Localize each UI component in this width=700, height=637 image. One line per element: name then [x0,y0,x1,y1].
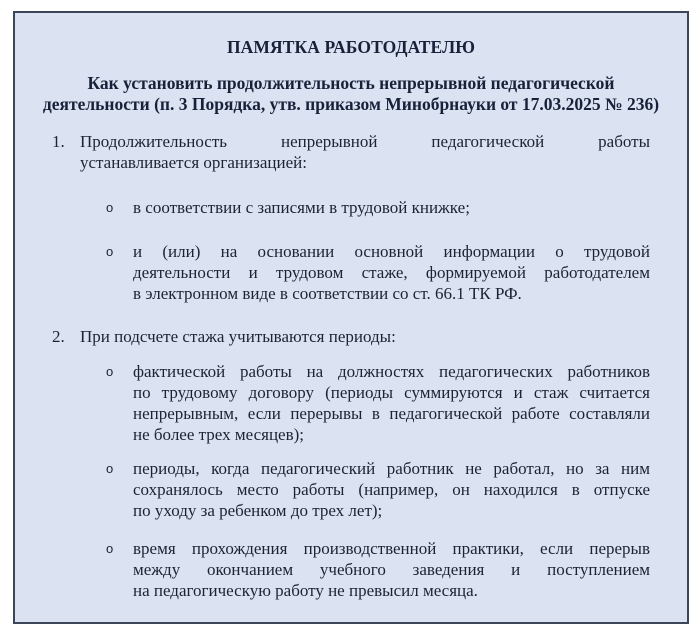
numbered-item-text [80,326,650,347]
employer-memo-box [13,11,689,624]
text-line: фактической работы на должностях педагогических работников [133,362,650,381]
text-line: При подсчете стажа учитываются периоды: [80,327,396,346]
subtitle-line: Как установить продолжительность непрерывной педагогической [87,73,615,93]
bullet-text [133,361,650,445]
numbered-item-text [80,131,650,173]
text-line: в соответствии с записями в трудовой книжке; [133,198,470,217]
text-line: время прохождения производственной практики, если перерыв [133,539,650,558]
list-number: 2. [52,327,65,346]
hollow-bullet-icon: o [106,244,114,259]
text-line: не более трех месяцев); [133,425,304,444]
hollow-bullet-icon: o [106,364,114,379]
text-line: и (или) на основании основной информации о трудовой [133,242,650,261]
subtitle-line: деятельности (п. 3 Порядка, утв. приказом Минобрнауки от 17.03.2025 № 236) [42,94,660,114]
memo-title: ПАМЯТКА РАБОТОДАТЕЛЮ [226,37,476,57]
text-line: сохранялось место работы (например, он находился в отпуске [133,480,650,499]
bullet-text [133,538,650,601]
text-line: по уходу за ребенком до трех лет); [133,501,383,520]
text-line: на педагогическую работу не превысил месяца. [133,581,478,600]
text-line: периоды, когда педагогический работник не работал, но за ним [133,459,650,478]
text-line: Продолжительность непрерывной педагогической работы [80,132,650,151]
hollow-bullet-icon: o [106,200,114,215]
text-line: по трудовому договору (периоды суммируются и стаж считается [133,383,650,402]
bullet-text [133,458,650,521]
text-line: в электронном виде в соответствии со ст. 66.1 ТК РФ. [133,284,522,303]
text-line: устанавливается организацией: [80,153,307,172]
memo-subtitle [15,73,687,115]
hollow-bullet-icon: o [106,541,114,556]
list-number: 1. [52,132,65,151]
bullet-text [133,197,650,218]
text-line: деятельности и трудовом стаже, формируемой работодателем [133,263,650,282]
text-line: непрерывным, если перерывы в педагогической работе составляли [133,404,650,423]
bullet-text [133,241,650,304]
text-line: между окончанием учебного заведения и поступлением [133,560,650,579]
hollow-bullet-icon: o [106,461,114,476]
